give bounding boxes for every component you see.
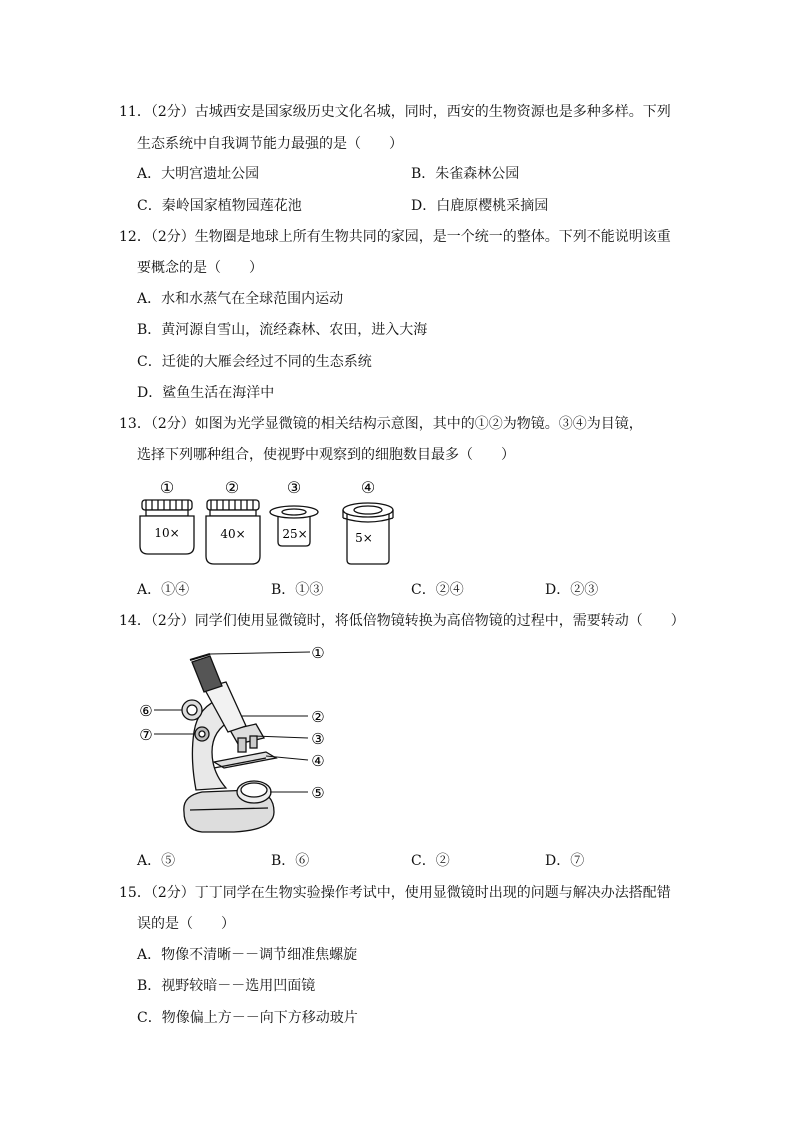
lens-2-number: ② bbox=[224, 478, 240, 497]
q11-stem-line1: 11．（2分）古城西安是国家级历史文化名城，同时，西安的生物资源也是多种多样。下列 bbox=[119, 104, 671, 120]
q13-option-c: C．②④ bbox=[411, 582, 464, 598]
q14-stem-line1: 14．（2分）同学们使用显微镜时，将低倍物镜转换为高倍物镜的过程中，需要转动（ ） bbox=[119, 613, 685, 629]
label-5: ⑤ bbox=[311, 784, 325, 802]
q12-option-c: C．迁徙的大雁会经过不同的生态系统 bbox=[137, 354, 372, 370]
q12-stem-line1: 12．（2分）生物圈是地球上所有生物共同的家园，是一个统一的整体。下列不能说明该重 bbox=[119, 229, 671, 245]
q15-option-a: A．物像不清晰－－调节细准焦螺旋 bbox=[137, 947, 358, 963]
q13-option-d: D．②③ bbox=[545, 582, 599, 598]
label-3: ③ bbox=[311, 730, 325, 748]
q15-option-c: C．物像偏上方－－向下方移动玻片 bbox=[137, 1010, 358, 1026]
lens-4-magnification: 5× bbox=[355, 531, 373, 545]
q13-option-b: B．①③ bbox=[271, 582, 324, 598]
q15-stem-line1: 15．（2分）丁丁同学在生物实验操作考试中，使用显微镜时出现的问题与解决办法搭配错 bbox=[119, 885, 671, 901]
label-6: ⑥ bbox=[139, 702, 153, 720]
q12-option-d: D．鲨鱼生活在海洋中 bbox=[137, 385, 275, 401]
q12-stem-line2: 要概念的是（ ） bbox=[137, 260, 263, 276]
q12-option-b: B．黄河源自雪山，流经森林、农田，进入大海 bbox=[137, 322, 428, 338]
lens-1-number: ① bbox=[159, 478, 175, 497]
q15-option-b: B．视野较暗－－选用凹面镜 bbox=[137, 978, 316, 994]
q13-stem-line2: 选择下列哪种组合，使视野中观察到的细胞数目最多（ ） bbox=[137, 447, 515, 463]
q11-option-b: B．朱雀森林公园 bbox=[411, 166, 520, 182]
q11-option-c: C．秦岭国家植物园莲花池 bbox=[137, 198, 302, 214]
q15-stem-line2: 误的是（ ） bbox=[137, 916, 235, 932]
label-4: ④ bbox=[311, 752, 325, 770]
q14-option-a: A．⑤ bbox=[137, 853, 176, 869]
label-2: ② bbox=[311, 708, 325, 726]
lens-2-magnification: 40× bbox=[220, 527, 246, 541]
microscope-diagram bbox=[134, 640, 344, 840]
label-1: ① bbox=[311, 644, 325, 662]
q11-option-d: D．白鹿原樱桃采摘园 bbox=[411, 198, 549, 214]
lens-1-magnification: 10× bbox=[154, 526, 180, 540]
q14-option-c: C．② bbox=[411, 853, 450, 869]
microscope-drawing bbox=[182, 654, 276, 832]
q14-option-b: B．⑥ bbox=[271, 853, 310, 869]
lens-4-number: ④ bbox=[360, 478, 376, 497]
label-7: ⑦ bbox=[139, 726, 153, 744]
q11-option-a: A．大明宫遗址公园 bbox=[137, 166, 260, 182]
q12-option-a: A．水和水蒸气在全球范围内运动 bbox=[137, 291, 344, 307]
lens-3-number: ③ bbox=[286, 478, 302, 497]
q13-stem-line1: 13．（2分）如图为光学显微镜的相关结构示意图，其中的①②为物镜。③④为目镜， bbox=[119, 416, 643, 432]
q14-option-d: D．⑦ bbox=[545, 853, 585, 869]
lens-3-magnification: 25× bbox=[282, 527, 308, 541]
q13-option-a: A．①④ bbox=[137, 582, 190, 598]
q11-stem-line2: 生态系统中自我调节能力最强的是（ ） bbox=[137, 136, 403, 152]
lens-diagram bbox=[130, 474, 420, 570]
